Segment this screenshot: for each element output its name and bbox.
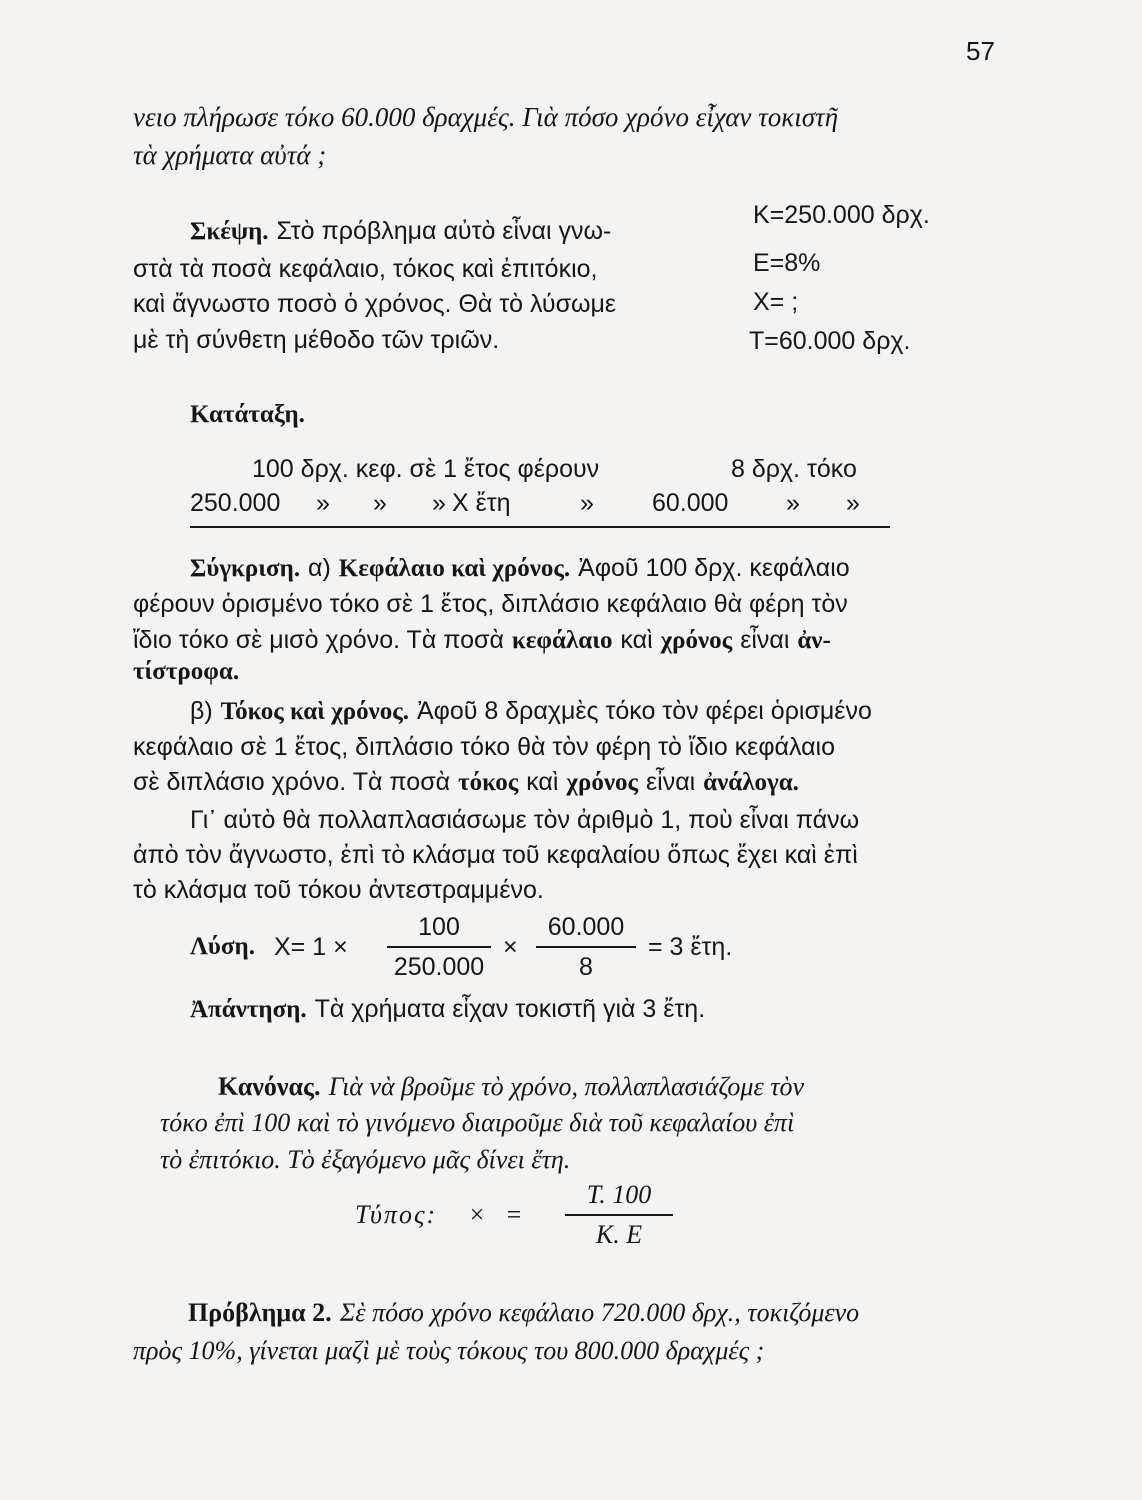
rule-line-2: τόκο ἐπὶ 100 καὶ τὸ γινόμενο διαιροῦμε διὰ τοῦ κεφαλαίου ἐπὶ <box>160 1108 795 1137</box>
fraction-interest-denominator: 8 <box>579 953 593 981</box>
answer-heading: Ἀπάντηση. <box>190 996 307 1023</box>
arrangement-row-2-interest: 60.000 <box>652 489 729 517</box>
comparison-a-term-time: χρόνος <box>660 627 733 654</box>
comparison-a-term-capital: κεφάλαιο <box>511 627 613 654</box>
formula-numerator: T. 100 <box>565 1178 673 1216</box>
arrangement-row-1-right: 8 δρχ. τόκο <box>731 455 857 483</box>
comparison-a-and: καὶ <box>620 626 653 654</box>
ditto-3: » <box>432 489 446 517</box>
comparison-a-are: εἶναι <box>740 626 790 654</box>
comparison-a-text-3: ἴδιο τόκο σὲ μισὸ χρόνο. Τὰ ποσὰ <box>133 626 504 654</box>
comparison-a-title: Κεφάλαιο καὶ χρόνος. <box>338 555 571 582</box>
arrangement-row-2-unknown: X ἔτη <box>452 489 511 517</box>
comparison-b-label: β) <box>190 697 213 725</box>
comparison-b-line-3 <box>133 765 799 800</box>
method-line-2: ἀπὸ τὸν ἄγνωστο, ἐπὶ τὸ κλάσμα τοῦ κεφαλαίου ὅπως ἔχει καὶ ἐπὶ <box>133 841 858 869</box>
solution-heading: Λύση. <box>190 933 255 960</box>
comparison-a-label: α) <box>308 554 331 582</box>
comparison-b-text-3: σὲ διπλάσιο χρόνο. Τὰ ποσὰ <box>133 768 451 796</box>
ditto-6: » <box>846 489 860 517</box>
arrangement-heading: Κατάταξη. <box>190 401 305 428</box>
comparison-b-title: Τόκος καὶ χρόνος. <box>220 698 410 725</box>
problem-2-heading: Πρόβλημα 2. <box>188 1298 332 1327</box>
comparison-a-line-2: φέρουν ὁρισμένο τόκο σὲ 1 ἔτος, διπλάσιο κεφάλαιο θὰ φέρη τὸν <box>133 590 848 618</box>
thought-line-1 <box>190 214 611 249</box>
solution-times: × <box>503 933 518 961</box>
comparison-b-proportional: ἀνάλογα. <box>703 769 799 796</box>
fraction-capital-denominator: 250.000 <box>393 953 485 981</box>
method-line-3: τὸ κλάσμα τοῦ τόκου ἀντεστραμμένο. <box>133 876 544 904</box>
thought-heading: Σκέψη. <box>190 218 269 245</box>
arrangement-row-2-capital: 250.000 <box>190 489 281 517</box>
comparison-a-inverse-2: τίστροφα. <box>133 658 240 685</box>
solution-lhs: X= 1 × <box>274 933 348 961</box>
comparison-b-line-2: κεφάλαιο σὲ 1 ἔτος, διπλάσιο τόκο θὰ τὸν φέρη τὸ ἴδιο κεφάλαιο <box>133 733 836 761</box>
page-number: 57 <box>966 36 995 66</box>
rule-line-1 <box>218 1070 804 1104</box>
comparison-b-term-interest: τόκος <box>458 769 519 796</box>
formula-lhs: × <box>468 1200 486 1229</box>
fraction-capital-numerator: 100 <box>387 910 491 948</box>
comparison-line-1 <box>190 551 850 586</box>
given-rate: E=8% <box>753 249 821 277</box>
formula-denominator: K. E <box>595 1220 643 1249</box>
rule-text-1: Γιὰ νὰ βροῦμε τὸ χρόνο, πολλαπλασιάζομε τὸν <box>328 1072 805 1101</box>
ditto-2: » <box>373 489 387 517</box>
formula-equals: = <box>505 1200 523 1229</box>
formula-fraction <box>565 1178 673 1252</box>
comparison-a-inverse-1: ἀν- <box>797 627 831 654</box>
answer-text: Τὰ χρήματα εἶχαν τοκιστῆ γιὰ 3 ἔτη. <box>314 995 706 1023</box>
formula-label: Τύπος: <box>355 1200 438 1229</box>
comparison-b-are: εἶναι <box>646 768 696 796</box>
comparison-b-and: καὶ <box>526 768 559 796</box>
comparison-b-line-1 <box>190 694 872 729</box>
fraction-capital <box>387 910 491 984</box>
rule-heading: Κανόνας. <box>218 1072 321 1101</box>
arrangement-rule <box>190 526 890 528</box>
thought-line-4: μὲ τὴ σύνθετη μέθοδο τῶν τριῶν. <box>133 326 500 354</box>
given-capital: K=250.000 δρχ. <box>753 201 930 229</box>
method-line-1: Γι᾽ αὐτὸ θὰ πολλαπλασιάσωμε τὸν ἀριθμὸ 1, ποὺ εἶναι πάνω <box>190 806 860 834</box>
comparison-a-line-3 <box>133 623 831 658</box>
problem-2-text-1: Σὲ πόσο χρόνο κεφάλαιο 720.000 δρχ., τοκιζόμενο <box>339 1298 860 1327</box>
answer-line <box>190 992 705 1027</box>
fraction-interest <box>536 910 636 984</box>
intro-line-1: νειο πλήρωσε τόκο 60.000 δραχμές. Γιὰ πόσο χρόνο εἶχαν τοκιστῆ <box>133 102 839 132</box>
ditto-5: » <box>786 489 800 517</box>
comparison-a-text-1: Ἀφοῦ 100 δρχ. κεφάλαιο <box>578 554 850 582</box>
rule-line-3: τὸ ἐπιτόκιο. Τὸ ἐξαγόμενο μᾶς δίνει ἔτη. <box>160 1145 571 1174</box>
thought-line-3: καὶ ἄγνωστο ποσὸ ὁ χρόνος. Θὰ τὸ λύσωμε <box>133 290 617 318</box>
intro-line-2: τὰ χρήματα αὐτά ; <box>133 140 327 170</box>
problem-2-line-2: πρὸς 10%, γίνεται μαζὶ μὲ τοὺς τόκους του 800.000 δραχμές ; <box>133 1336 765 1365</box>
comparison-b-text-1: Ἀφοῦ 8 δραχμὲς τόκο τὸν φέρει ὁρισμένο <box>417 697 872 725</box>
comparison-b-term-time: χρόνος <box>566 769 639 796</box>
given-interest: T=60.000 δρχ. <box>749 327 911 355</box>
given-unknown: X= ; <box>753 288 799 316</box>
ditto-1: » <box>316 489 330 517</box>
comparison-heading: Σύγκριση. <box>190 555 301 582</box>
thought-text-1: Στὸ πρόβλημα αὐτὸ εἶναι γνω- <box>276 217 612 245</box>
problem-2-line-1 <box>188 1296 859 1330</box>
solution-result: = 3 ἔτη. <box>648 933 733 961</box>
ditto-4: » <box>580 489 594 517</box>
fraction-interest-numerator: 60.000 <box>536 910 636 948</box>
thought-line-2: στὰ τὰ ποσὰ κεφάλαιο, τόκος καὶ ἐπιτόκιο, <box>133 255 598 283</box>
arrangement-row-1-left: 100 δρχ. κεφ. σὲ 1 ἔτος φέρουν <box>252 455 600 483</box>
